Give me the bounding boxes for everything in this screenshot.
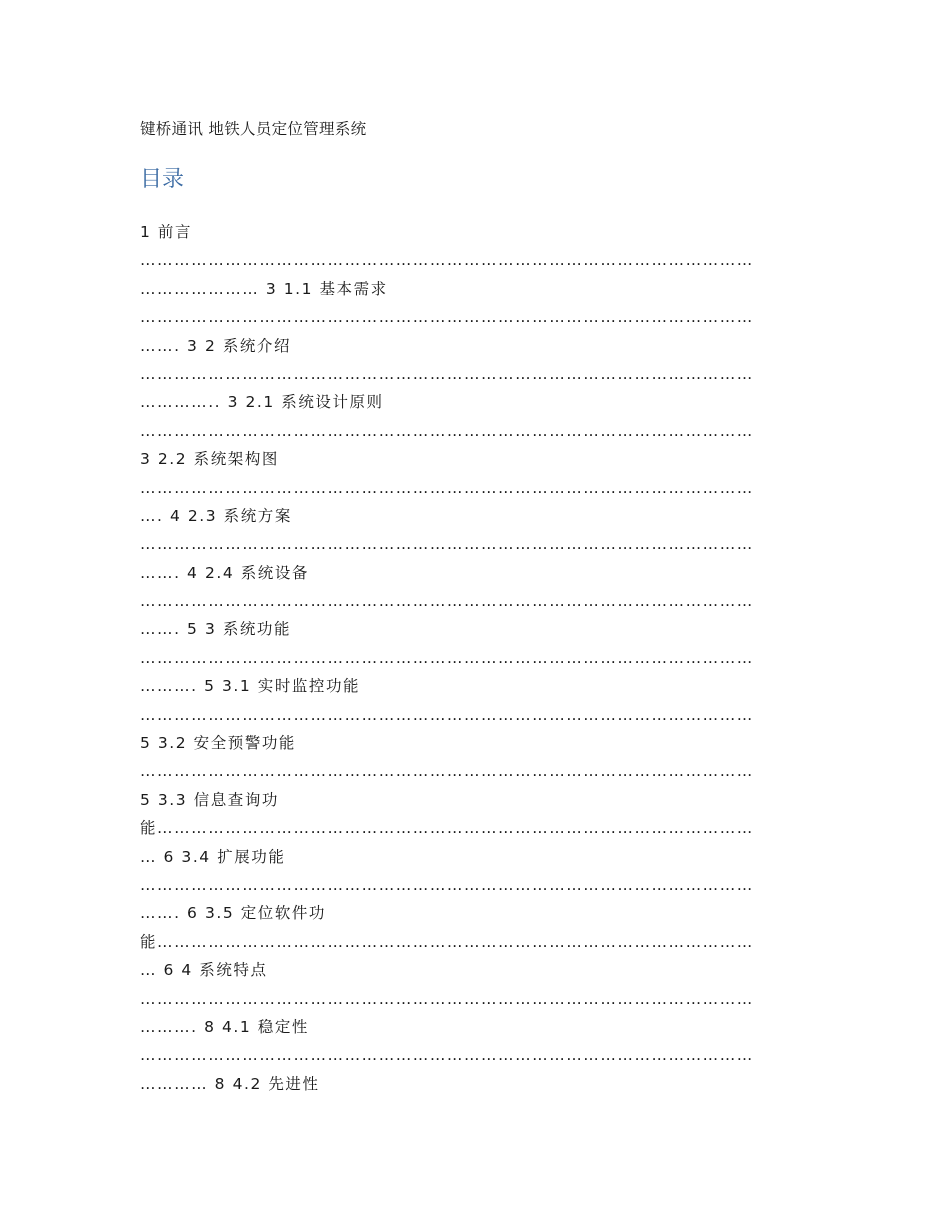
toc-line: ……………………………………………………………………………………………… [140, 875, 754, 894]
toc-line: ………… 8 4.2 先进性 [140, 1074, 320, 1093]
toc-line: ………………… 3 1.1 基本需求 [140, 279, 388, 298]
document-header: 键桥通讯 地铁人员定位管理系统 [140, 120, 367, 138]
toc-line: ……. 6 3.5 定位软件功 [140, 904, 326, 923]
toc-line: 5 3.2 安全预警功能 [140, 734, 296, 753]
toc-line: ………. 8 4.1 稳定性 [140, 1017, 309, 1036]
toc-line: 5 3.3 信息查询功 [140, 790, 279, 809]
toc-line: ……. 3 2 系统介绍 [140, 336, 292, 355]
toc-line: ……………………………………………………………………………………………… [140, 535, 754, 554]
toc-line: 1 前言 [140, 223, 192, 241]
toc-line: … 6 3.4 扩展功能 [140, 847, 286, 866]
toc-title: 目录 [140, 167, 185, 192]
toc-line: … 6 4 系统特点 [140, 961, 268, 980]
toc-line: ………. 5 3.1 实时监控功能 [140, 677, 361, 696]
toc-line: ……………………………………………………………………………………………… [140, 364, 754, 383]
toc-line: ……………………………………………………………………………………………… [140, 648, 754, 667]
toc-line: …. 4 2.3 系统方案 [140, 506, 292, 525]
table-of-contents [140, 218, 810, 1098]
toc-line: ……………………………………………………………………………………………… [140, 989, 754, 1008]
toc-line: ……………………………………………………………………………………………… [140, 1046, 754, 1065]
toc-line: ……………………………………………………………………………………………… [140, 478, 754, 497]
toc-line: 3 2.2 系统架构图 [140, 450, 279, 469]
toc-line: ……………………………………………………………………………………………… [140, 705, 754, 724]
toc-line: ……………………………………………………………………………………………… [140, 421, 754, 440]
toc-line: ……………………………………………………………………………………………… [140, 762, 754, 781]
toc-line: ……………………………………………………………………………………………… [140, 251, 754, 270]
toc-line: ………….. 3 2.1 系统设计原则 [140, 393, 384, 412]
toc-line: 能…………………………………………………………………………………………… [140, 932, 754, 951]
toc-line: ……. 5 3 系统功能 [140, 620, 292, 639]
toc-line: ……. 4 2.4 系统设备 [140, 563, 309, 582]
toc-line: 能…………………………………………………………………………………………… [140, 819, 754, 838]
toc-line: ……………………………………………………………………………………………… [140, 308, 754, 327]
toc-line: ……………………………………………………………………………………………… [140, 592, 754, 611]
